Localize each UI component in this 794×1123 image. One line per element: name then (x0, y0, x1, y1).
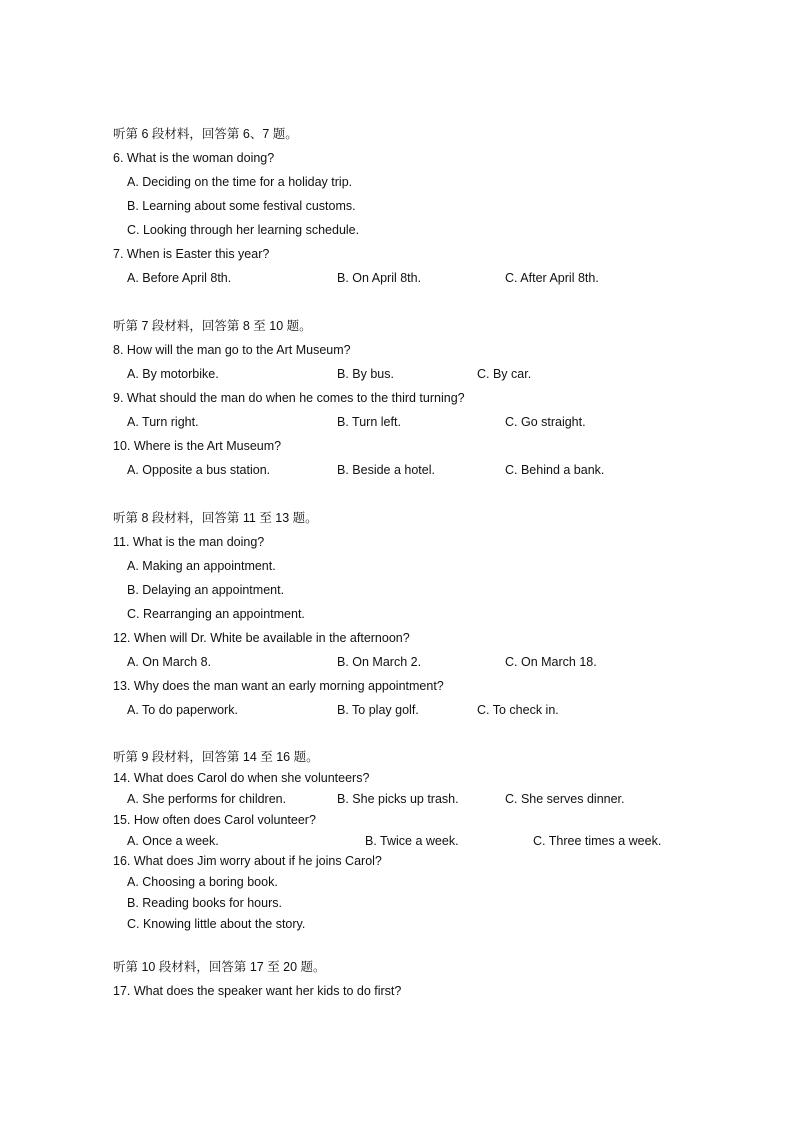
question-stem: 15. How often does Carol volunteer? (113, 813, 316, 827)
answer-option: C. After April 8th. (505, 271, 599, 285)
answer-option: A. Before April 8th. (127, 271, 232, 285)
question-stem: 9. What should the man do when he comes to the third turning? (113, 391, 465, 405)
section-heading: 听第 9 段材料，回答第 14 至 16 题。 (113, 750, 319, 764)
question-stem: 7. When is Easter this year? (113, 247, 270, 261)
answer-option: A. Once a week. (127, 834, 219, 848)
answer-option: B. Reading books for hours. (127, 896, 282, 910)
answer-option: A. By motorbike. (127, 367, 219, 381)
answer-option: B. On April 8th. (337, 271, 422, 285)
answer-option: B. Twice a week. (365, 834, 459, 848)
question-stem: 10. Where is the Art Museum? (113, 439, 282, 453)
answer-option: A. Opposite a bus station. (127, 463, 271, 477)
question-stem: 16. What does Jim worry about if he joins Carol? (113, 854, 382, 868)
answer-option: A. Deciding on the time for a holiday trip. (127, 175, 353, 189)
question-stem: 12. When will Dr. White be available in the afternoon? (113, 631, 410, 645)
section-heading: 听第 10 段材料，回答第 17 至 20 题。 (113, 960, 326, 974)
answer-option: C. By car. (477, 367, 532, 381)
question-stem: 17. What does the speaker want her kids to do first? (113, 984, 402, 998)
answer-option: C. On March 18. (505, 655, 597, 669)
answer-option: B. To play golf. (337, 703, 419, 717)
section-heading: 听第 7 段材料，回答第 8 至 10 题。 (113, 319, 312, 333)
answer-option: B. Beside a hotel. (337, 463, 435, 477)
answer-option: A. Turn right. (127, 415, 199, 429)
answer-option: A. Making an appointment. (127, 559, 276, 573)
answer-option: B. On March 2. (337, 655, 422, 669)
question-stem: 8. How will the man go to the Art Museum? (113, 343, 351, 357)
section-heading: 听第 8 段材料，回答第 11 至 13 题。 (113, 511, 318, 525)
answer-option: C. Three times a week. (533, 834, 662, 848)
answer-option: C. Behind a bank. (505, 463, 605, 477)
answer-option: A. To do paperwork. (127, 703, 238, 717)
question-stem: 11. What is the man doing? (113, 535, 265, 549)
answer-option: A. Choosing a boring book. (127, 875, 278, 889)
answer-option: A. On March 8. (127, 655, 212, 669)
section-heading: 听第 6 段材料，回答第 6、7 题。 (113, 127, 298, 141)
answer-option: C. Go straight. (505, 415, 586, 429)
answer-option: B. Turn left. (337, 415, 401, 429)
answer-option: C. Knowing little about the story. (127, 917, 306, 931)
answer-option: C. She serves dinner. (505, 792, 625, 806)
answer-option: C. Rearranging an appointment. (127, 607, 305, 621)
answer-option: C. To check in. (477, 703, 559, 717)
answer-option: B. Delaying an appointment. (127, 583, 285, 597)
question-stem: 13. Why does the man want an early morning appointment? (113, 679, 444, 693)
answer-option: B. Learning about some festival customs. (127, 199, 356, 213)
answer-option: A. She performs for children. (127, 792, 287, 806)
question-stem: 14. What does Carol do when she volunteers? (113, 771, 370, 785)
answer-option: B. She picks up trash. (337, 792, 459, 806)
question-stem: 6. What is the woman doing? (113, 151, 275, 165)
answer-option: B. By bus. (337, 367, 394, 381)
answer-option: C. Looking through her learning schedule. (127, 223, 360, 237)
